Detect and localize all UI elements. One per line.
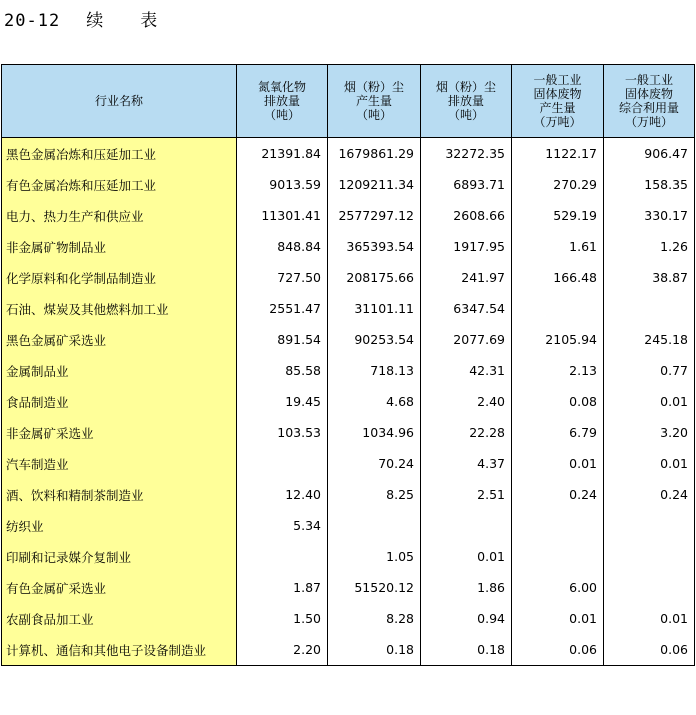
industry-name-cell: 有色金属冶炼和压延加工业 [2, 169, 237, 200]
value-cell: 727.50 [237, 262, 328, 293]
column-header-line: 氮氧化物 [257, 80, 306, 94]
value-cell: 12.40 [237, 479, 328, 510]
value-cell: 0.01 [604, 603, 695, 634]
column-header-line: 一般工业 [533, 73, 582, 87]
column-header-line: （吨） [447, 108, 484, 122]
column-header [237, 65, 328, 138]
value-cell: 70.24 [328, 448, 421, 479]
value-cell: 0.24 [512, 479, 604, 510]
value-cell: 42.31 [421, 355, 512, 386]
value-cell: 85.58 [237, 355, 328, 386]
value-cell: 1.61 [512, 231, 604, 262]
value-cell [604, 510, 695, 541]
value-cell [604, 293, 695, 324]
table-row [2, 355, 695, 386]
value-cell: 1.86 [421, 572, 512, 603]
column-header-line: （吨） [263, 108, 300, 122]
value-cell [237, 448, 328, 479]
industry-name-cell: 金属制品业 [2, 355, 237, 386]
table-row [2, 634, 695, 666]
value-cell: 0.94 [421, 603, 512, 634]
value-cell: 31101.11 [328, 293, 421, 324]
value-cell: 2.40 [421, 386, 512, 417]
value-cell: 1209211.34 [328, 169, 421, 200]
value-cell: 2.51 [421, 479, 512, 510]
column-header-line: 固体废物 [533, 87, 582, 101]
industry-name-cell: 酒、饮料和精制茶制造业 [2, 479, 237, 510]
value-cell: 158.35 [604, 169, 695, 200]
value-cell: 241.97 [421, 262, 512, 293]
column-header [421, 65, 512, 138]
column-header-line: 产生量 [539, 101, 576, 115]
column-header-line: 综合利用量 [618, 101, 679, 115]
industry-name-cell: 黑色金属冶炼和压延加工业 [2, 138, 237, 170]
value-cell [512, 541, 604, 572]
value-cell: 2.20 [237, 634, 328, 666]
value-cell: 0.77 [604, 355, 695, 386]
value-cell [604, 572, 695, 603]
title-continued: 续 [86, 11, 105, 31]
value-cell: 19.45 [237, 386, 328, 417]
table-row [2, 324, 695, 355]
column-header-line: （万吨） [624, 115, 673, 129]
value-cell: 90253.54 [328, 324, 421, 355]
industry-name-cell: 电力、热力生产和供应业 [2, 200, 237, 231]
value-cell: 21391.84 [237, 138, 328, 170]
value-cell: 6.00 [512, 572, 604, 603]
industry-name-cell: 化学原料和化学制品制造业 [2, 262, 237, 293]
industry-name-cell: 农副食品加工业 [2, 603, 237, 634]
value-cell: 2.13 [512, 355, 604, 386]
table-row [2, 417, 695, 448]
title-table: 表 [140, 11, 159, 31]
value-cell: 0.01 [421, 541, 512, 572]
value-cell: 0.18 [421, 634, 512, 666]
industry-name-cell: 纺织业 [2, 510, 237, 541]
table-row [2, 386, 695, 417]
table-row [2, 200, 695, 231]
column-header-line: 一般工业 [624, 73, 673, 87]
value-cell [604, 541, 695, 572]
table-row [2, 479, 695, 510]
table-row [2, 293, 695, 324]
value-cell [237, 541, 328, 572]
column-header-line: 行业名称 [94, 94, 143, 108]
industry-name-cell: 非金属矿物制品业 [2, 231, 237, 262]
value-cell: 2551.47 [237, 293, 328, 324]
value-cell: 2608.66 [421, 200, 512, 231]
value-cell: 0.01 [604, 448, 695, 479]
value-cell: 22.28 [421, 417, 512, 448]
industry-name-cell: 食品制造业 [2, 386, 237, 417]
value-cell: 0.06 [512, 634, 604, 666]
value-cell: 1.05 [328, 541, 421, 572]
column-header-line: 排放量 [263, 94, 300, 108]
value-cell: 718.13 [328, 355, 421, 386]
header-row [2, 65, 695, 138]
value-cell: 1.87 [237, 572, 328, 603]
column-header-line: 固体废物 [624, 87, 673, 101]
value-cell: 103.53 [237, 417, 328, 448]
value-cell: 2577297.12 [328, 200, 421, 231]
table-title [4, 6, 158, 31]
industry-name-cell: 汽车制造业 [2, 448, 237, 479]
table-row [2, 603, 695, 634]
table-row [2, 448, 695, 479]
table-row [2, 138, 695, 170]
table-row [2, 262, 695, 293]
column-header-line: 烟（粉）尘 [435, 80, 496, 94]
pollution-table [1, 64, 695, 666]
industry-name-cell: 有色金属矿采选业 [2, 572, 237, 603]
value-cell: 8.28 [328, 603, 421, 634]
value-cell: 1122.17 [512, 138, 604, 170]
value-cell: 6347.54 [421, 293, 512, 324]
table-row [2, 231, 695, 262]
value-cell: 0.01 [512, 603, 604, 634]
value-cell: 1917.95 [421, 231, 512, 262]
column-header-line: 烟（粉）尘 [343, 80, 404, 94]
column-header [328, 65, 421, 138]
value-cell: 0.18 [328, 634, 421, 666]
industry-name-cell: 石油、煤炭及其他燃料加工业 [2, 293, 237, 324]
industry-name-cell: 计算机、通信和其他电子设备制造业 [2, 634, 237, 666]
value-cell: 891.54 [237, 324, 328, 355]
table-row [2, 541, 695, 572]
table-number: 20-12 [4, 11, 61, 31]
column-header [512, 65, 604, 138]
value-cell: 51520.12 [328, 572, 421, 603]
value-cell [512, 293, 604, 324]
column-header [604, 65, 695, 138]
column-header-line: （万吨） [533, 115, 582, 129]
value-cell: 1.50 [237, 603, 328, 634]
table-row [2, 169, 695, 200]
value-cell: 11301.41 [237, 200, 328, 231]
value-cell: 208175.66 [328, 262, 421, 293]
value-cell: 6.79 [512, 417, 604, 448]
column-header-line: （吨） [355, 108, 392, 122]
value-cell: 1679861.29 [328, 138, 421, 170]
column-header-line: 产生量 [355, 94, 392, 108]
industry-name-cell: 黑色金属矿采选业 [2, 324, 237, 355]
value-cell: 0.08 [512, 386, 604, 417]
value-cell [512, 510, 604, 541]
value-cell: 270.29 [512, 169, 604, 200]
value-cell: 9013.59 [237, 169, 328, 200]
value-cell: 0.24 [604, 479, 695, 510]
value-cell: 848.84 [237, 231, 328, 262]
value-cell: 906.47 [604, 138, 695, 170]
table-body [2, 138, 695, 666]
value-cell: 1034.96 [328, 417, 421, 448]
value-cell: 38.87 [604, 262, 695, 293]
value-cell: 330.17 [604, 200, 695, 231]
value-cell: 4.68 [328, 386, 421, 417]
value-cell: 2077.69 [421, 324, 512, 355]
industry-name-cell: 非金属矿采选业 [2, 417, 237, 448]
value-cell: 6893.71 [421, 169, 512, 200]
value-cell [421, 510, 512, 541]
value-cell: 0.01 [604, 386, 695, 417]
value-cell: 529.19 [512, 200, 604, 231]
value-cell: 5.34 [237, 510, 328, 541]
value-cell: 4.37 [421, 448, 512, 479]
value-cell: 3.20 [604, 417, 695, 448]
table-row [2, 572, 695, 603]
value-cell: 0.01 [512, 448, 604, 479]
value-cell: 1.26 [604, 231, 695, 262]
value-cell: 245.18 [604, 324, 695, 355]
value-cell: 32272.35 [421, 138, 512, 170]
industry-name-cell: 印刷和记录媒介复制业 [2, 541, 237, 572]
value-cell: 365393.54 [328, 231, 421, 262]
value-cell [328, 510, 421, 541]
table-row [2, 510, 695, 541]
value-cell: 2105.94 [512, 324, 604, 355]
column-header-industry [2, 65, 237, 138]
value-cell: 0.06 [604, 634, 695, 666]
value-cell: 166.48 [512, 262, 604, 293]
column-header-line: 排放量 [447, 94, 484, 108]
value-cell: 8.25 [328, 479, 421, 510]
